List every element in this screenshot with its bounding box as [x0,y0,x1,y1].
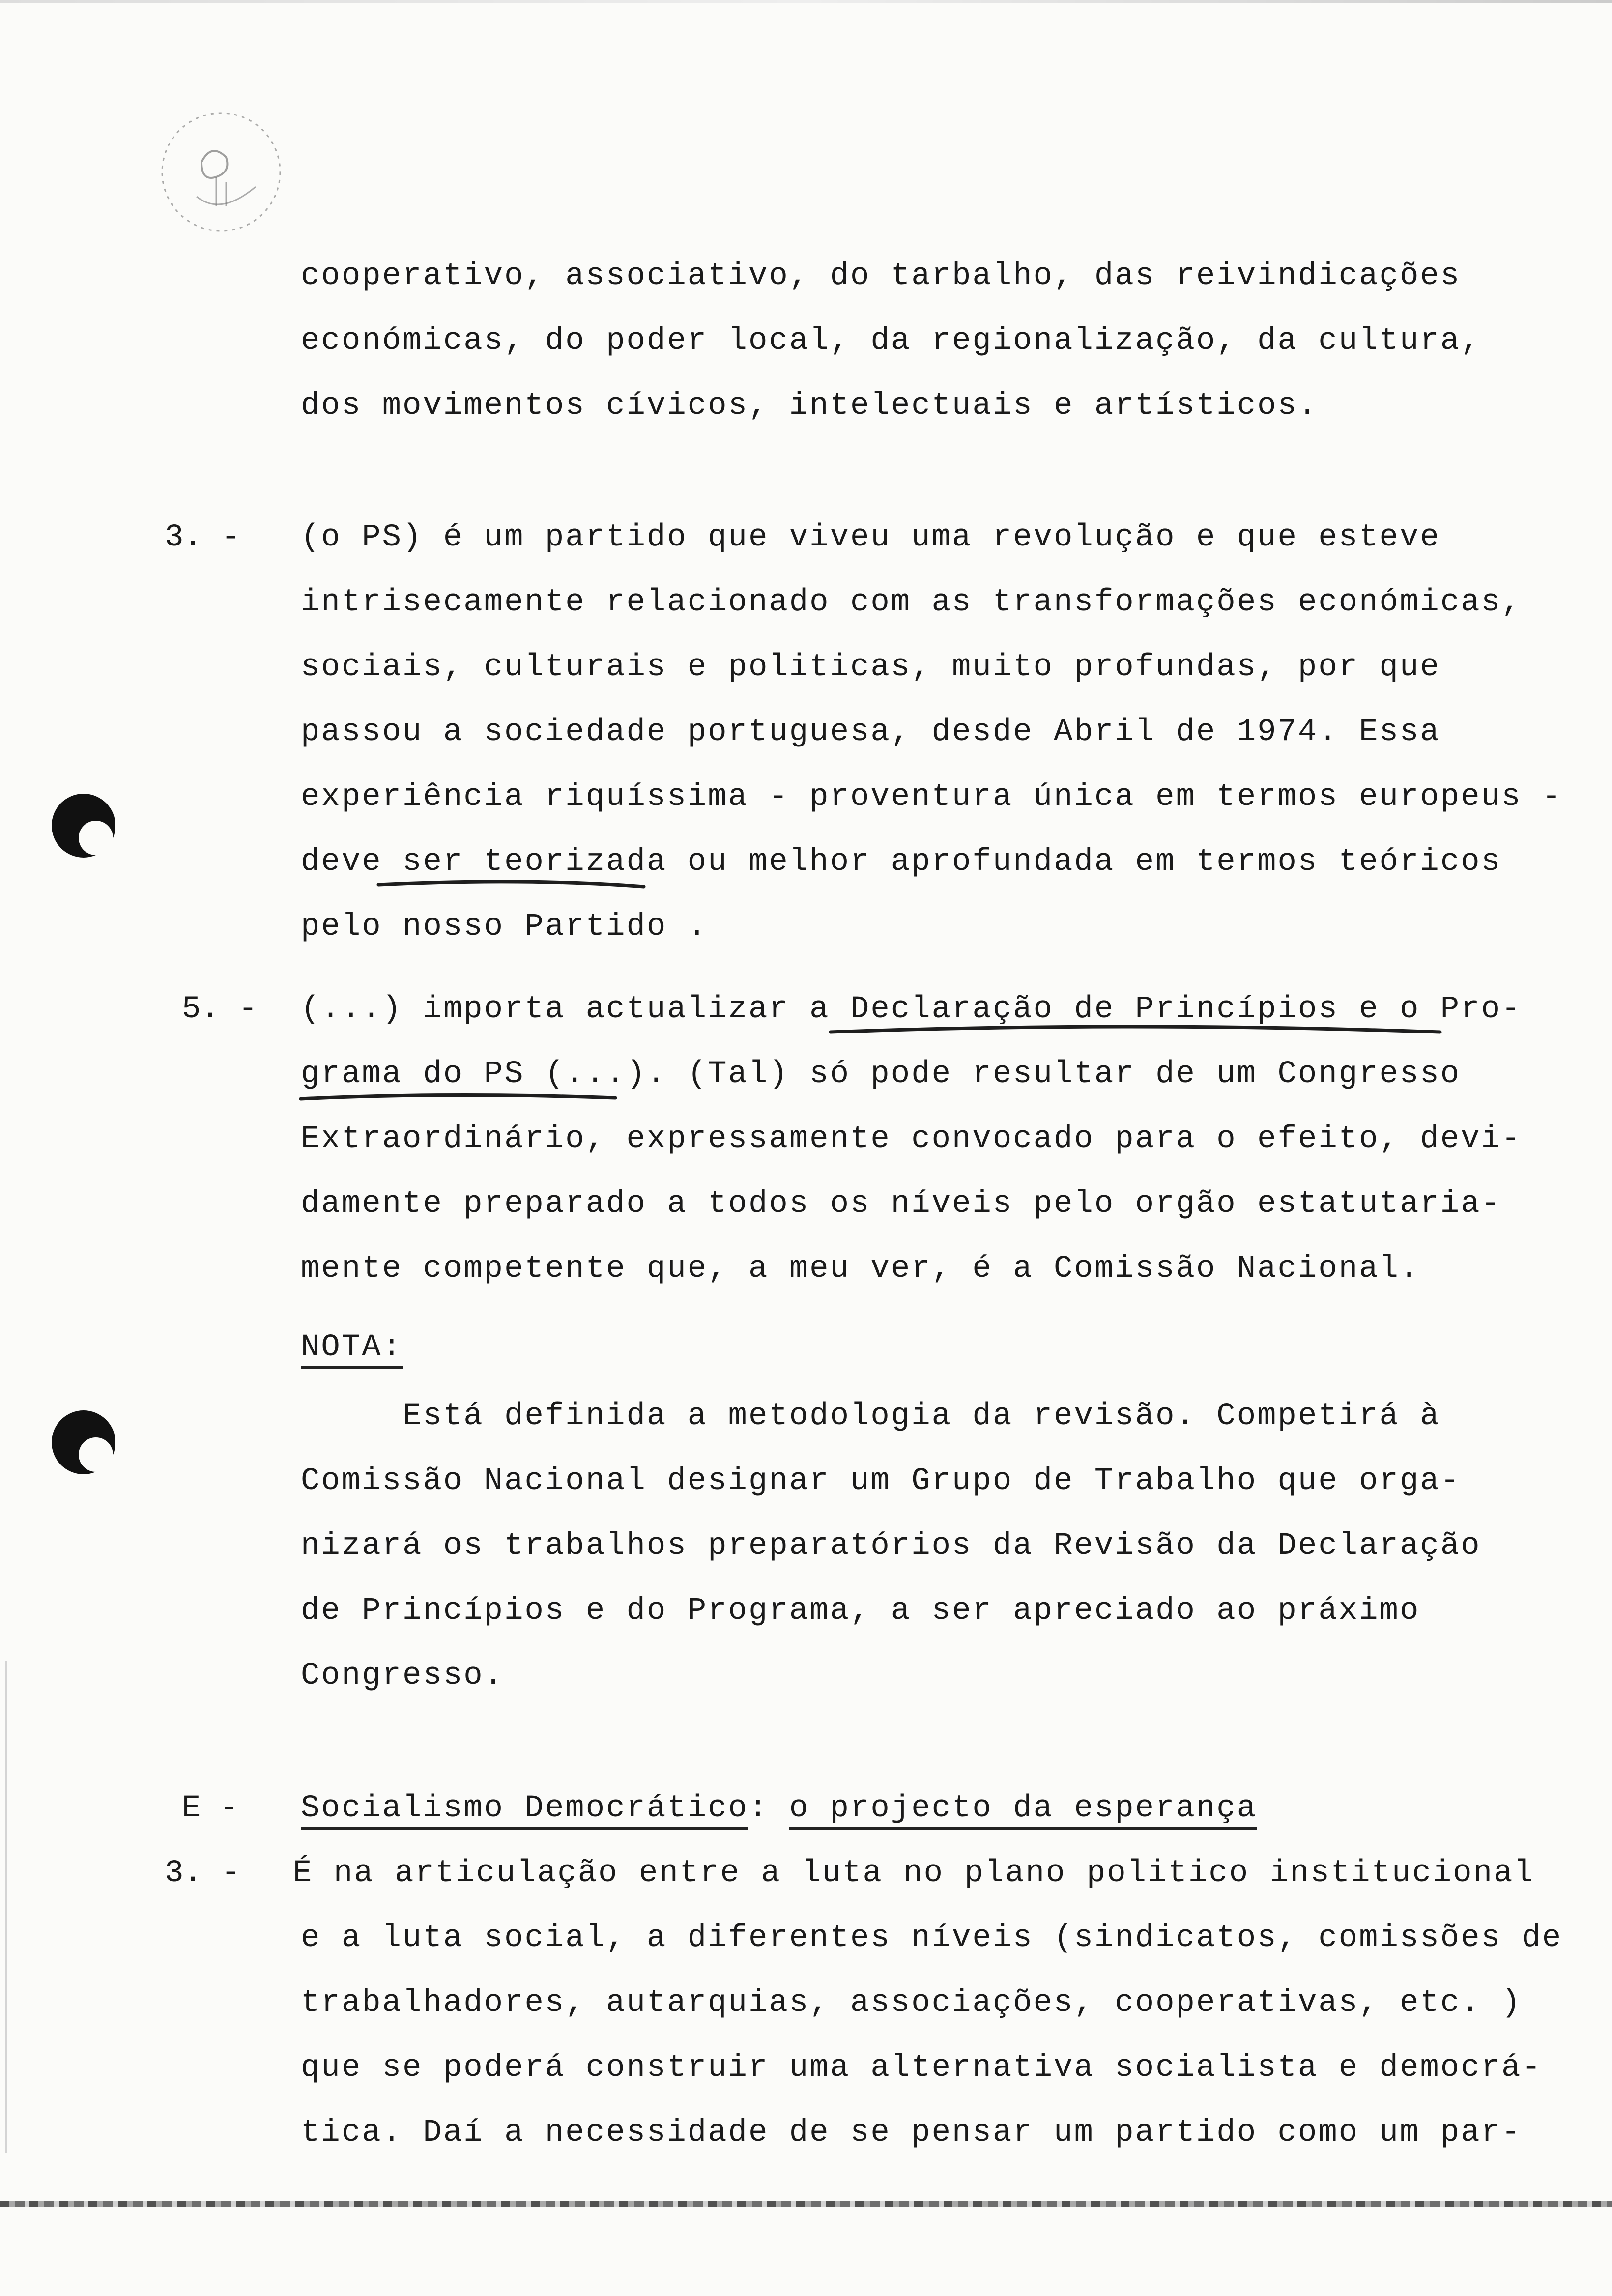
text-line: intrisecamente relacionado com as transformações económicas, [301,585,1522,620]
section-letter: E - [182,1791,239,1826]
text-line: damente preparado a todos os níveis pelo orgão estatutaria- [301,1186,1501,1222]
section-title-separator: : [748,1791,789,1826]
text-line: pelo nosso Partido . [301,909,708,945]
text-line: deve ser teorizada ou melhor aprofundada em termos teóricos [301,844,1501,880]
text-line: (o PS) é um partido que viveu uma revolução e que esteve [301,520,1440,555]
text-line: trabalhadores, autarquias, associações, cooperativas, etc. ) [301,1985,1522,2021]
item-number: 5. - [182,992,258,1027]
item-number: 3. - [165,1856,240,1891]
text-line: nizará os trabalhos preparatórios da Revisão da Declaração [301,1528,1481,1564]
punch-hole-top-icon [52,794,115,858]
scan-edge-top [0,0,1612,3]
scan-edge-bottom [0,2201,1612,2207]
text-line: mente competente que, a meu ver, é a Comissão Nacional. [301,1251,1420,1287]
archive-stamp-icon [147,98,295,246]
text-line: tica. Daí a necessidade de se pensar um partido como um par- [301,2115,1522,2151]
underline-programa [301,1095,615,1099]
punch-hole-bottom-icon [52,1410,115,1474]
section-title-part-b: o projecto da esperança [789,1791,1257,1830]
section-title-part-a: Socialismo Democrático [301,1791,748,1830]
text-line: cooperativo, associativo, do tarbalho, das reivindicações [301,258,1461,294]
text-line: (...) importa actualizar a Declaração de Princípios e o Pro- [301,992,1522,1027]
text-line: Está definida a metodologia da revisão. Competirá à [301,1399,1440,1434]
text-line: sociais, culturais e politicas, muito profundas, por que [301,650,1440,685]
text-line: que se poderá construir uma alternativa socialista e democrá- [301,2050,1542,2086]
nota-label: NOTA: [301,1330,403,1369]
text-line: É na articulação entre a luta no plano politico institucional [293,1856,1534,1891]
text-line: grama do PS (...). (Tal) só pode resultar de um Congresso [301,1057,1461,1092]
scan-edge-left [5,1661,7,2152]
underline-declaracao [831,1027,1440,1032]
text-line: e a luta social, a diferentes níveis (sindicatos, comissões de [301,1921,1563,1956]
item-number: 3. - [165,520,240,555]
text-line: passou a sociedade portuguesa, desde Abril de 1974. Essa [301,715,1440,750]
text-line: experiência riquíssima - proventura única em termos europeus - [301,779,1563,815]
text-line: Extraordinário, expressamente convocado para o efeito, devi- [301,1121,1522,1157]
text-line: económicas, do poder local, da regionalização, da cultura, [301,323,1481,359]
text-line: Comissão Nacional designar um Grupo de Trabalho que orga- [301,1464,1461,1499]
text-line: de Princípios e do Programa, a ser apreciado ao práximo [301,1593,1420,1629]
text-line: dos movimentos cívicos, intelectuais e artísticos. [301,388,1319,424]
underline-teorizada [378,882,644,887]
text-line: Congresso. [301,1658,505,1693]
section-title [301,1793,1257,1824]
